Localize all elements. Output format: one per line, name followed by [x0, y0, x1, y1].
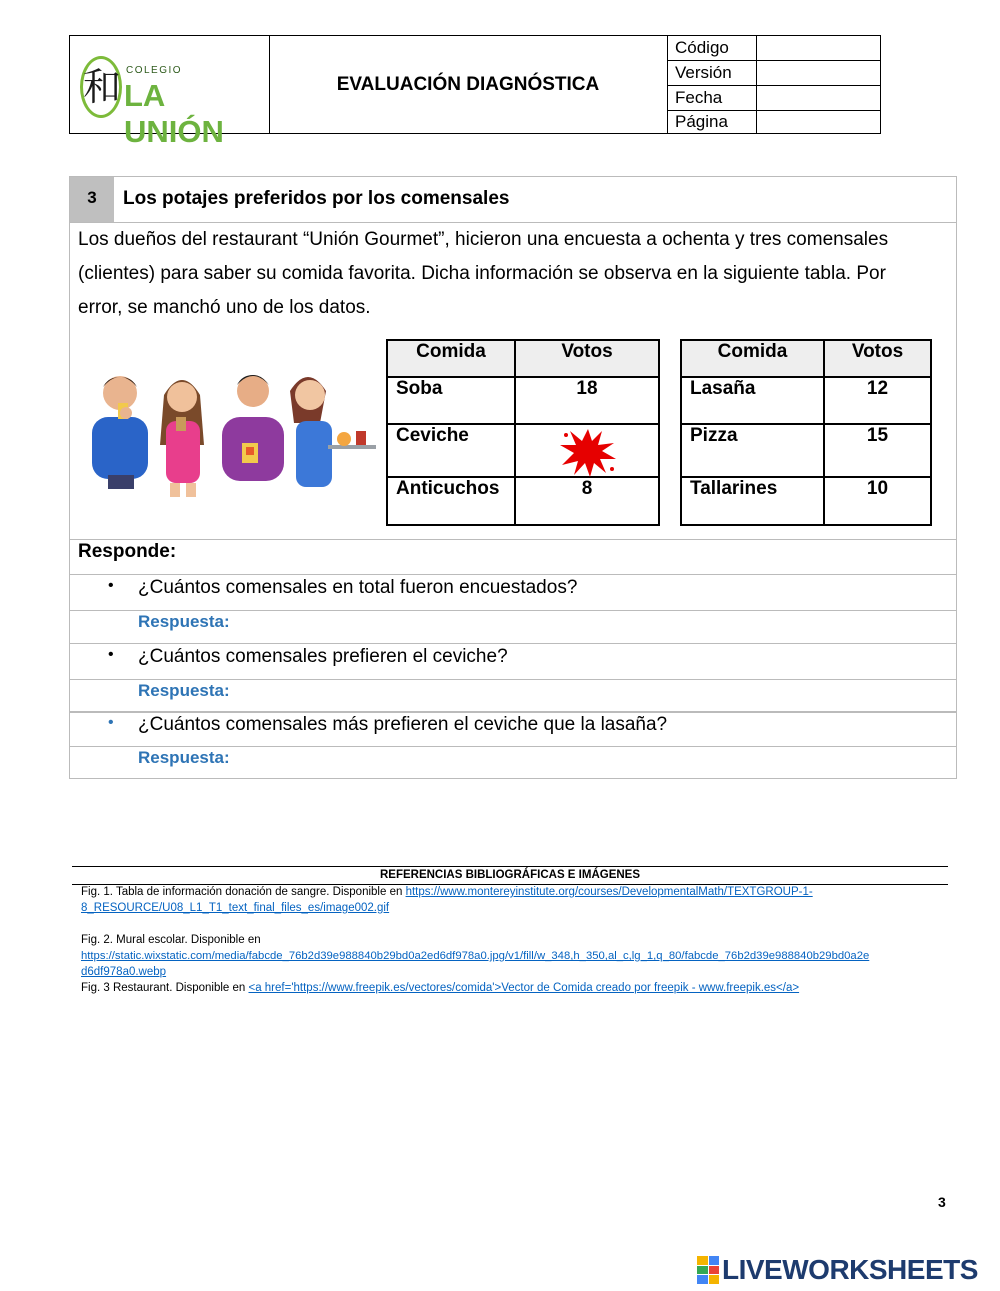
- votes-cell: 18: [515, 377, 659, 424]
- table-row: [387, 477, 659, 525]
- waitress-icon: [290, 377, 376, 487]
- food-cell: Tallarines: [681, 477, 824, 525]
- page-number: 3: [938, 1194, 946, 1210]
- references-title: REFERENCIAS BIBLIOGRÁFICAS E IMÁGENES: [72, 866, 948, 885]
- question-text: ¿Cuántos comensales más prefieren el ceviche que la lasaña?: [138, 714, 668, 735]
- food-cell: Ceviche: [387, 424, 515, 477]
- question-text: ¿Cuántos comensales en total fueron encuestados?: [138, 577, 578, 598]
- reference-text: Fig. 3 Restaurant. Disponible en: [81, 982, 249, 994]
- food-cell: Pizza: [681, 424, 824, 477]
- logo-emblem: 和: [80, 56, 122, 118]
- col-header-votos: Votos: [515, 340, 659, 377]
- bullet: •: [108, 646, 114, 663]
- responde-label: Responde:: [78, 541, 177, 562]
- reference-3-link[interactable]: <a href='https://www.freepik.es/vectores/comida'>Vector de Comida creado por freepik - www.freepik.es</a>: [248, 982, 800, 994]
- liveworksheets-brand[interactable]: [697, 1254, 978, 1286]
- diners-illustration: [82, 365, 387, 500]
- section-title: Los potajes preferidos por los comensales: [123, 188, 510, 209]
- diner-3-icon: [222, 375, 284, 481]
- table-row: [681, 377, 931, 424]
- table-row: [387, 377, 659, 424]
- logo-name: LA UNIÓN: [124, 78, 224, 149]
- votes-table-right: [680, 339, 932, 526]
- votes-cell-stained: [515, 424, 659, 477]
- reference-2-link[interactable]: https://static.wixstatic.com/media/fabcde_76b2d39e988840b29bd0a2ed6df978a0.jpg/v1/fill/w_348,h_350,al_c,lg_1,q_80/fabcde_76b2d39e988840b29bd0a2e: [81, 950, 870, 962]
- section-number: 3: [70, 177, 114, 222]
- liveworksheets-logo-icon: [697, 1256, 719, 1284]
- problem-statement: Los dueños del restaurant “Unión Gourmet”, hicieron una encuesta a ochenta y tres comensales (clientes) para saber su comida favorita. Dicha información se observa en la siguiente tabla. Por error, se manchó uno de los datos.: [78, 229, 889, 318]
- food-cell: Lasaña: [681, 377, 824, 424]
- meta-label: Página: [667, 111, 757, 133]
- meta-row-version: [667, 61, 880, 86]
- meta-label: Fecha: [667, 86, 757, 110]
- reference-1-link[interactable]: https://www.montereyinstitute.org/courses/DevelopmentalMath/TEXTGROUP-1-: [405, 886, 813, 898]
- meta-row-codigo: [667, 36, 880, 61]
- meta-label: Código: [667, 36, 757, 60]
- bullet: •: [108, 714, 114, 731]
- meta-row-fecha: [667, 86, 880, 111]
- reference-2-link-cont[interactable]: d6df978a0.webp: [81, 966, 167, 978]
- logo-subtitle: COLEGIO: [126, 65, 183, 76]
- meta-row-pagina: [667, 111, 880, 133]
- col-header-comida: Comida: [681, 340, 824, 377]
- meta-label: Versión: [667, 61, 757, 85]
- table-row: [387, 424, 659, 477]
- votes-cell: 12: [824, 377, 931, 424]
- bullet: •: [108, 577, 114, 594]
- diner-1-icon: [92, 376, 148, 489]
- answer-3-field[interactable]: Respuesta:: [138, 748, 230, 767]
- reference-1-link-cont[interactable]: 8_RESOURCE/U08_L1_T1_text_final_files_es/image002.gif: [81, 902, 390, 914]
- col-header-votos: Votos: [824, 340, 931, 377]
- answer-2-field[interactable]: Respuesta:: [138, 681, 230, 700]
- reference-text: Fig. 1. Tabla de información donación de sangre. Disponible en: [81, 886, 406, 898]
- food-cell: Anticuchos: [387, 477, 515, 525]
- reference-text: Fig. 2. Mural escolar. Disponible en: [81, 934, 261, 946]
- votes-cell: 10: [824, 477, 931, 525]
- document-header: [69, 35, 881, 149]
- diner-2-icon: [160, 380, 204, 497]
- food-cell: Soba: [387, 377, 515, 424]
- question-section: [69, 176, 957, 779]
- answer-1-field[interactable]: Respuesta:: [138, 612, 230, 631]
- table-row: [681, 477, 931, 525]
- col-header-comida: Comida: [387, 340, 515, 377]
- school-logo: [70, 36, 270, 149]
- brand-name: LIVEWORKSHEETS: [722, 1254, 978, 1285]
- reference-3: [81, 980, 941, 996]
- meta-table: [667, 36, 880, 133]
- question-text: ¿Cuántos comensales prefieren el ceviche?: [138, 646, 508, 667]
- ink-stain-icon: [558, 425, 618, 479]
- votes-cell: 15: [824, 424, 931, 477]
- reference-2: [81, 932, 941, 980]
- document-title: EVALUACIÓN DIAGNÓSTICA: [269, 36, 668, 133]
- votes-cell: 8: [515, 477, 659, 525]
- votes-table-left: [386, 339, 660, 526]
- reference-1: [81, 884, 941, 916]
- table-row: [681, 424, 931, 477]
